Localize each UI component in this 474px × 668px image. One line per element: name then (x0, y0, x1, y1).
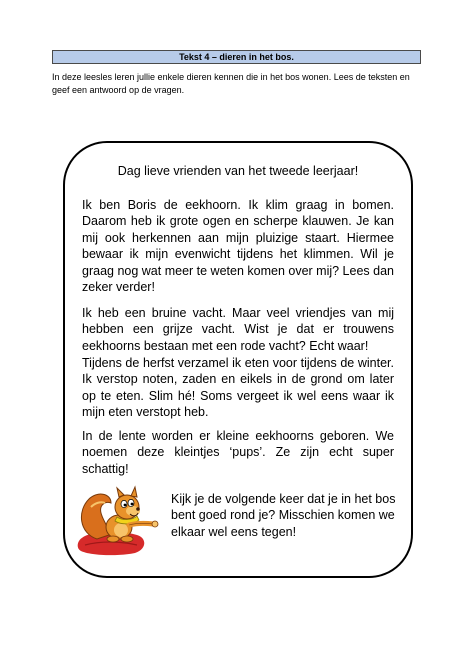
paragraph-autumn: Tijdens de herfst verzamel ik eten voor tijdens de winter. Ik verstop noten, zaden en eikels in de grond om later op te eten. Slim hé! Soms vergeet ik wel eens waar ik mijn eten verstopt heb. (82, 356, 394, 420)
paragraph-intro-boris: Ik ben Boris de eekhoorn. Ik klim graag in bomen. Daarom heb ik grote ogen en scherpe klauwen. Je kan mij ook herkennen aan mijn pluizige staart. Hiermee bewaar ik mijn evenwicht tijdens het klimmen. Wil je graag nog wat meer te weten komen over mij? Lees dan zeker verder! (82, 198, 394, 295)
letter-greeting: Dag lieve vrienden van het tweede leerjaar! (117, 164, 359, 178)
squirrel-icon (75, 483, 161, 559)
page-title: Tekst 4 – dieren in het bos. (52, 50, 421, 64)
intro-text: In deze leesles leren jullie enkele dieren kennen die in het bos wonen. Lees de teksten en geef een antwoord op de vragen. (52, 72, 410, 95)
paragraph-spring: In de lente worden er kleine eekhoorns geboren. We noemen deze kleintjes ‘pups’. Ze zijn echt super schattig! (82, 429, 394, 476)
letter-card (63, 141, 413, 578)
paragraph-fur: Ik heb een bruine vacht. Maar veel vriendjes van mij hebben een grijze vacht. Wist je dat er trouwens eekhoorns bestaan met een rode vacht? Echt waar! (82, 306, 394, 353)
letter-closing: Kijk je de volgende keer dat je in het bos bent goed rond je? Misschien komen we elkaar wel eens tegen! (171, 492, 396, 539)
